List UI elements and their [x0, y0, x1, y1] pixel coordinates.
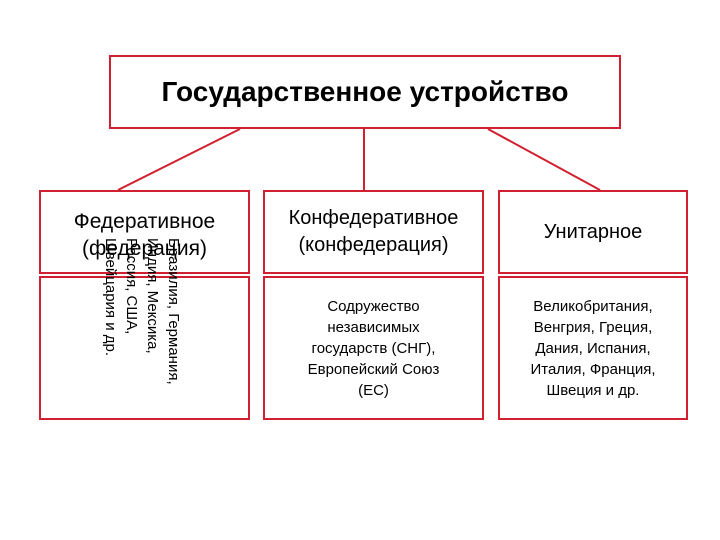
federative-examples-line-1: Бразилия, Германия, [165, 238, 182, 385]
federative-examples-line-2: Индия, Мексика, [144, 238, 161, 354]
unitary-examples-line-4: Италия, Франция, [530, 360, 656, 378]
confederative-heading-box [263, 190, 484, 274]
confederative-heading-line-2: (конфедерация) [298, 234, 449, 256]
confederative-examples-line-2: независимых [327, 318, 420, 336]
federative-examples-line-3: Россия, США, [123, 238, 140, 335]
federative-examples [100, 238, 184, 443]
confederative-examples [308, 296, 440, 401]
unitary-heading: Унитарное [543, 220, 643, 243]
diagram-title-box [109, 55, 621, 129]
confederative-heading [289, 205, 459, 259]
unitary-examples-box [498, 276, 688, 420]
unitary-examples-line-2: Венгрия, Греция, [533, 318, 653, 336]
unitary-examples-line-3: Дания, Испания, [535, 339, 651, 357]
federative-heading-line-1: Федеративное [73, 210, 216, 233]
unitary-examples [530, 296, 655, 401]
federative-examples-line-4: Швейцария и др. [102, 238, 119, 357]
connector-federative [118, 129, 240, 190]
unitary-examples-line-5: Швеция и др. [546, 381, 640, 399]
confederative-examples-line-5: (ЕС) [358, 381, 389, 399]
confederative-heading-line-1: Конфедеративное [288, 207, 459, 229]
unitary-heading-box [498, 190, 688, 274]
confederative-examples-line-4: Европейский Союз [307, 360, 440, 378]
unitary-examples-line-1: Великобритания, [533, 297, 653, 315]
confederative-examples-line-3: государств (СНГ), [311, 339, 436, 357]
confederative-examples-line-1: Содружество [327, 297, 420, 315]
federative-heading-line-2: (федерация) [82, 237, 207, 260]
connector-unitary [488, 129, 600, 190]
diagram-title: Государственное устройство [161, 76, 569, 107]
confederative-examples-box [263, 276, 484, 420]
